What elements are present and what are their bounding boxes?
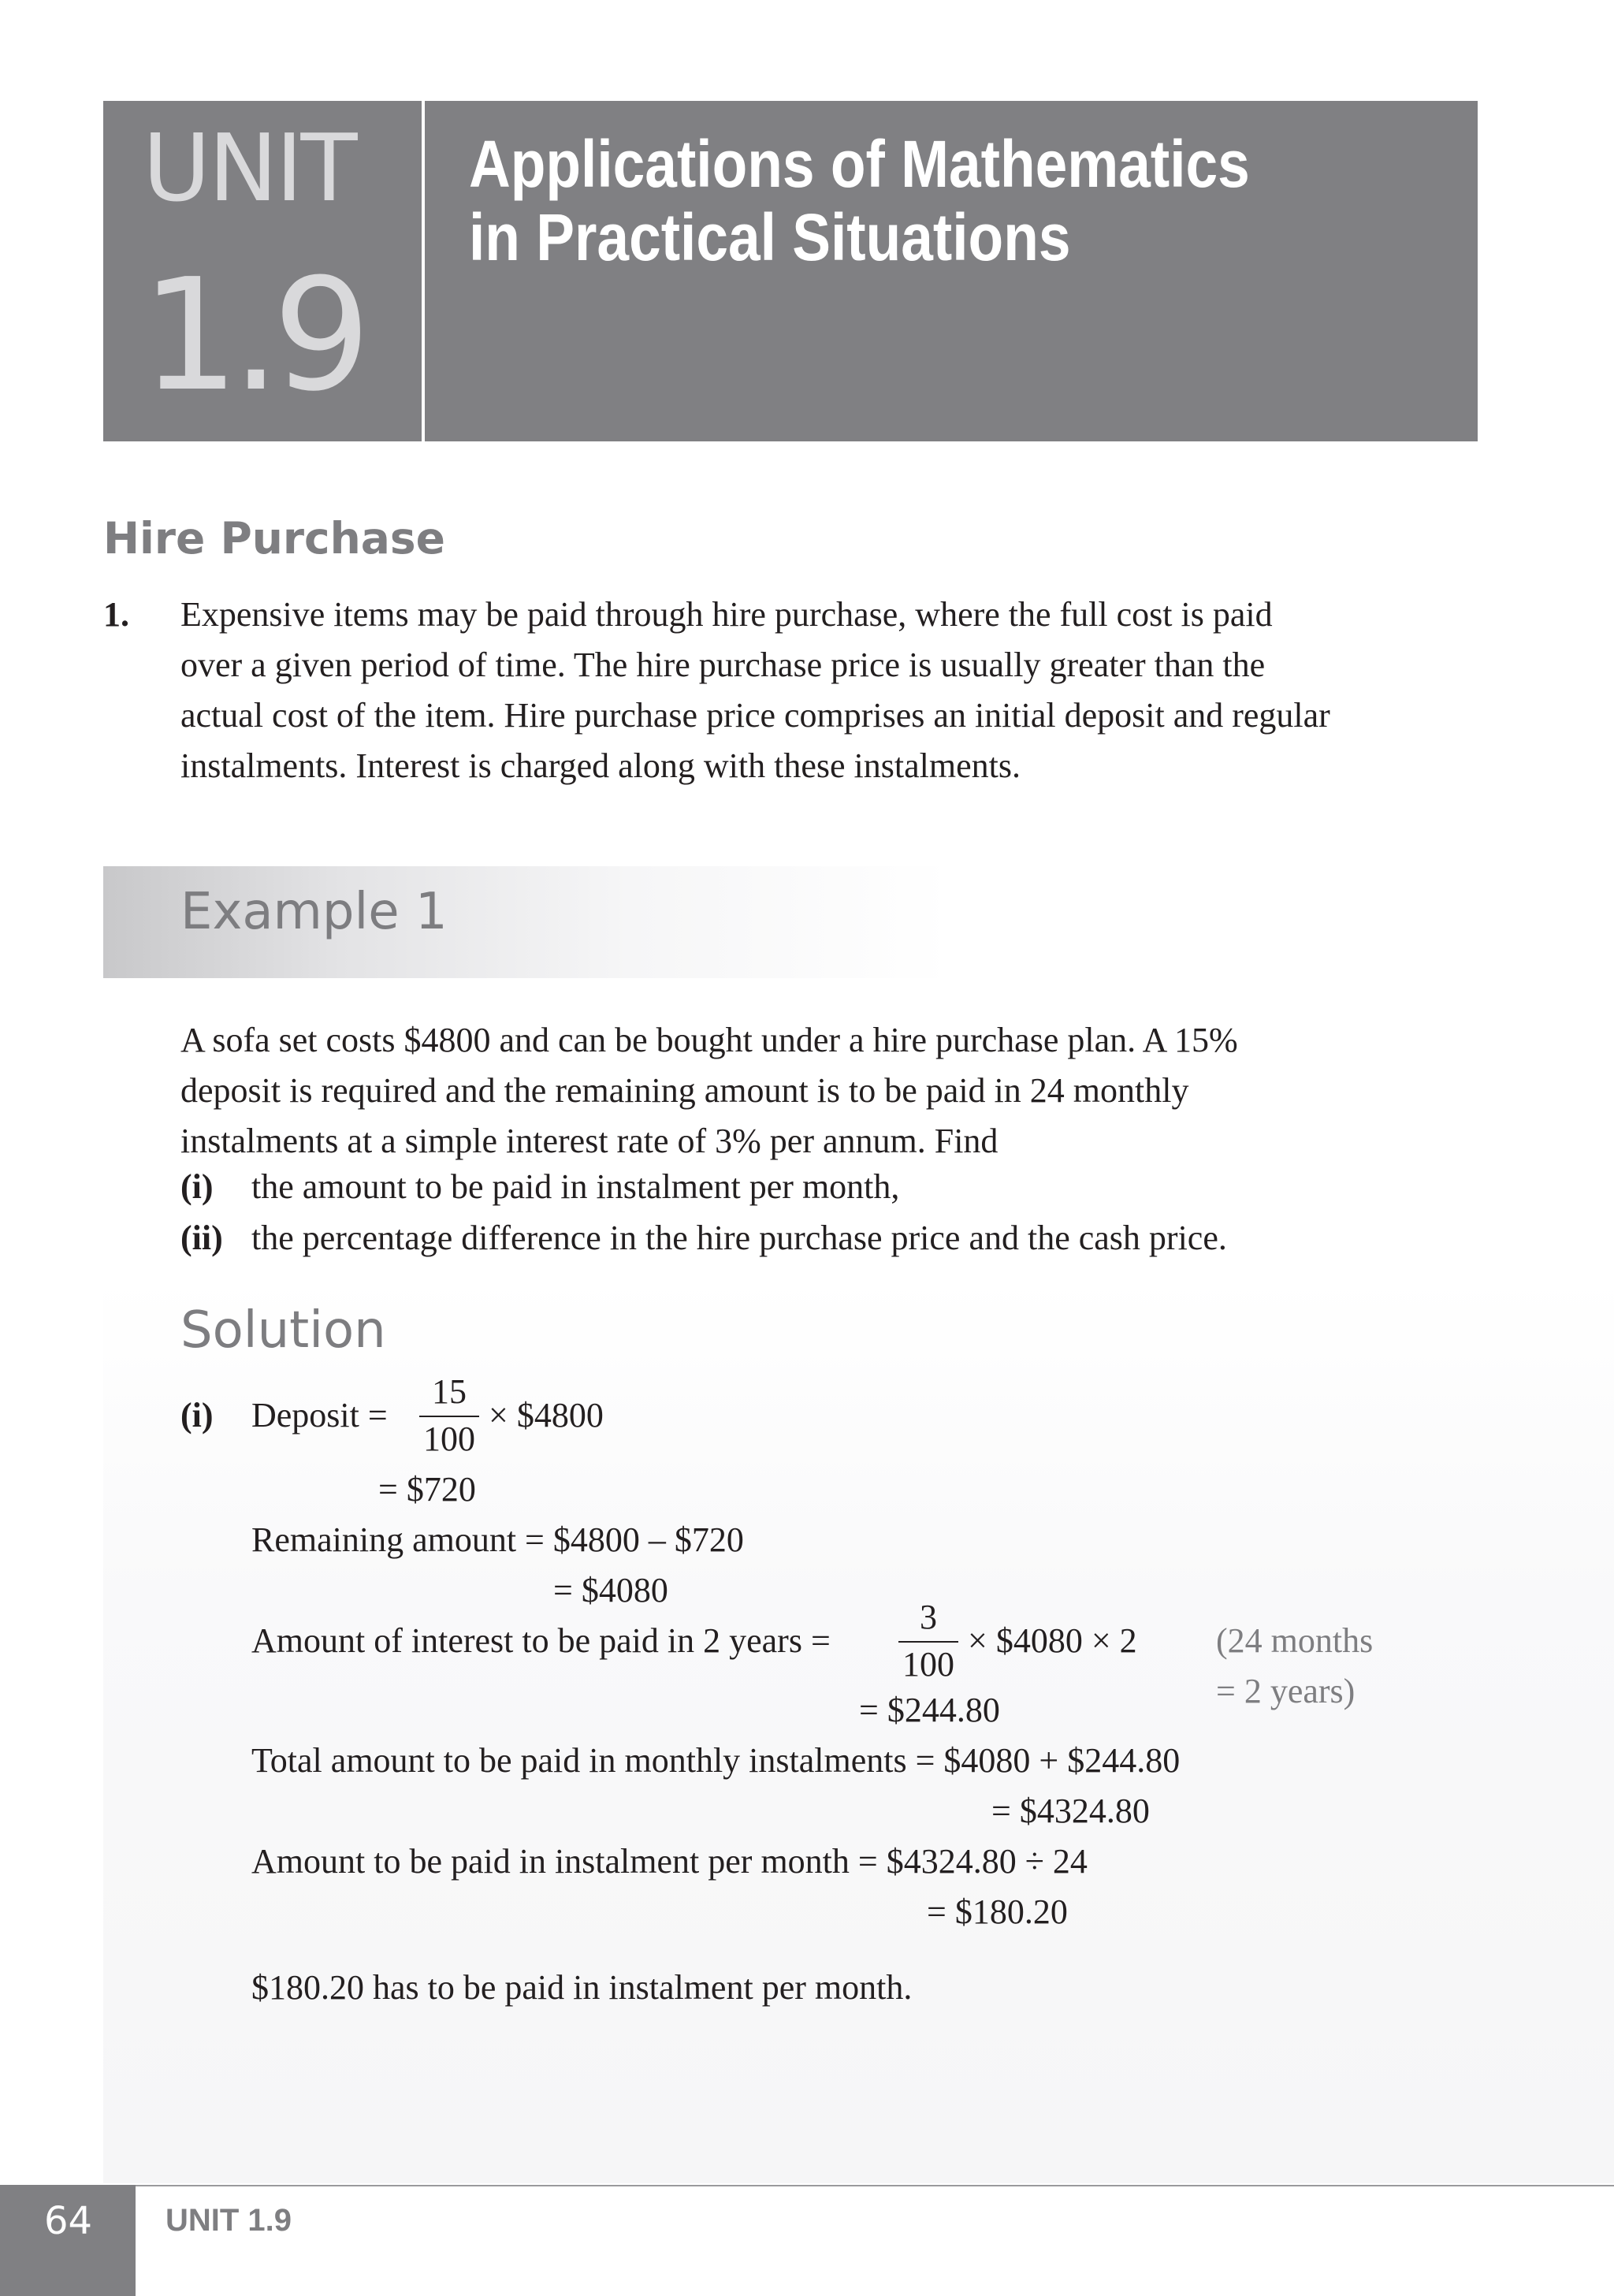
page-number-box (0, 2185, 136, 2296)
unit-title-banner (425, 101, 1478, 441)
deposit-label: Deposit = (251, 1396, 388, 1435)
example-banner (103, 866, 950, 978)
fraction-numerator: 3 (920, 1598, 937, 1636)
solution-heading: Solution (180, 1301, 386, 1360)
remaining-result: = $4080 (553, 1571, 668, 1609)
deposit-fraction (416, 1372, 482, 1458)
example-label: Example 1 (180, 883, 448, 941)
fraction-numerator: 15 (432, 1372, 467, 1411)
question-part-text-ii: the percentage difference in the hire purchase price and the cash price. (251, 1219, 1227, 1257)
page-number: 64 (44, 2199, 93, 2243)
fraction-denominator: 100 (902, 1645, 954, 1684)
unit-number: 1.9 (141, 246, 363, 426)
deposit-rhs: × $4800 (489, 1396, 604, 1435)
question-line: deposit is required and the remaining amount is to be paid in 24 monthly (180, 1071, 1189, 1110)
interest-result: = $244.80 (859, 1691, 1000, 1729)
fraction-denominator: 100 (423, 1420, 475, 1458)
conclusion: $180.20 has to be paid in instalment per month. (251, 1968, 913, 2007)
interest-note-line-1: (24 months (1216, 1621, 1374, 1660)
remaining-line: Remaining amount = $4800 – $720 (251, 1520, 744, 1559)
paragraph-line: instalments. Interest is charged along with these instalments. (180, 746, 1021, 785)
interest-note-line-2: = 2 years) (1216, 1672, 1356, 1710)
point-number: 1. (103, 595, 129, 634)
monthly-line: Amount to be paid in instalment per month = $4324.80 ÷ 24 (251, 1842, 1088, 1881)
question-part-label-ii: (ii) (180, 1219, 223, 1257)
footer-unit-label: UNIT 1.9 (165, 2203, 292, 2238)
unit-title-line-2: in Practical Situations (469, 200, 1071, 274)
section-heading: Hire Purchase (103, 513, 445, 564)
total-line: Total amount to be paid in monthly instalments = $4080 + $244.80 (251, 1741, 1181, 1780)
footer-rule (136, 2185, 1614, 2186)
interest-rhs: × $4080 × 2 (968, 1621, 1137, 1660)
interest-label: Amount of interest to be paid in 2 years = (251, 1621, 831, 1660)
unit-badge (103, 101, 422, 441)
total-result: = $4324.80 (991, 1792, 1150, 1830)
solution-part-label: (i) (180, 1396, 214, 1435)
unit-title (469, 128, 1326, 274)
example-question (180, 1015, 1473, 1167)
question-part-label-i: (i) (180, 1167, 214, 1206)
question-line: instalments at a simple interest rate of 3% per annum. Find (180, 1122, 999, 1160)
deposit-result: = $720 (378, 1470, 476, 1509)
question-part-text-i: the amount to be paid in instalment per month, (251, 1167, 900, 1206)
interest-fraction (895, 1600, 961, 1682)
paragraph-line: actual cost of the item. Hire purchase price comprises an initial deposit and regular (180, 696, 1330, 735)
paragraph-line: Expensive items may be paid through hire purchase, where the full cost is paid (180, 595, 1273, 634)
paragraph-line: over a given period of time. The hire purchase price is usually greater than the (180, 646, 1266, 684)
monthly-result: = $180.20 (927, 1892, 1068, 1931)
question-line: A sofa set costs $4800 and can be bought under a hire purchase plan. A 15% (180, 1021, 1238, 1059)
point-paragraph (180, 590, 1473, 791)
unit-word: UNIT (143, 113, 355, 222)
unit-title-line-1: Applications of Mathematics (469, 127, 1250, 201)
